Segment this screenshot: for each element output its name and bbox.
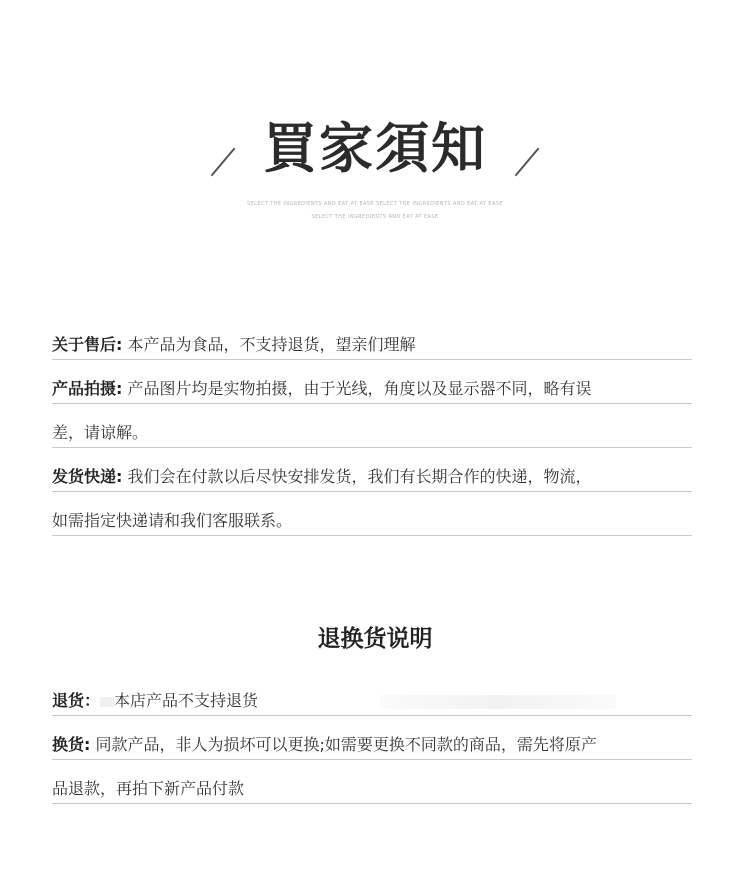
returns-section-title: 退换货说明 <box>317 626 433 652</box>
notice-list <box>52 316 692 536</box>
buyer-notice-header <box>0 100 750 230</box>
notice-row-after-sales <box>52 316 692 360</box>
notice-label: 发货快递: <box>52 467 123 486</box>
returns-label: 换货: <box>52 735 91 754</box>
notice-text: 差，请谅解。 <box>52 423 149 442</box>
notice-row-shipping <box>52 448 692 492</box>
returns-label: 退货： <box>52 691 101 710</box>
returns-list <box>52 672 692 804</box>
page-title: 買家須知 <box>263 116 487 180</box>
returns-text: 同款产品，非人为损坏可以更换;如需要更换不同款的商品，需先将原产 <box>90 735 597 754</box>
notice-text: 如需指定快递请和我们客服联系。 <box>52 511 293 530</box>
notice-row-shipping-cont <box>52 492 692 536</box>
notice-text: 我们会在付款以后尽快安排发货，我们有长期合作的快递，物流， <box>122 467 592 486</box>
returns-row-exchange <box>52 716 692 760</box>
returns-row-exchange-cont <box>52 760 692 804</box>
notice-text: 产品图片均是实物拍摄，由于光线，角度以及显示器不同，略有误 <box>122 379 592 398</box>
returns-text: 本店产品不支持退货 <box>114 691 259 710</box>
notice-row-photography-cont <box>52 404 692 448</box>
notice-text: 本产品为食品，不支持退货，望亲们理解 <box>122 335 416 354</box>
blurred-area <box>380 695 616 709</box>
notice-label: 关于售后: <box>52 335 123 354</box>
subtitle-line-1: SELECT THE INGREDIENTS AND EAT AT EASE SELECT THE INGREDIENTS AND EAT AT EASE <box>247 201 503 207</box>
returns-row-refund <box>52 672 692 716</box>
blurred-area <box>100 697 114 707</box>
subtitle-line-2: SELECT THE INGREDIENTS AND EAT AT EASE <box>311 214 439 220</box>
notice-label: 产品拍摄: <box>52 379 123 398</box>
returns-text: 品退款，再拍下新产品付款 <box>52 779 245 798</box>
notice-row-photography <box>52 360 692 404</box>
